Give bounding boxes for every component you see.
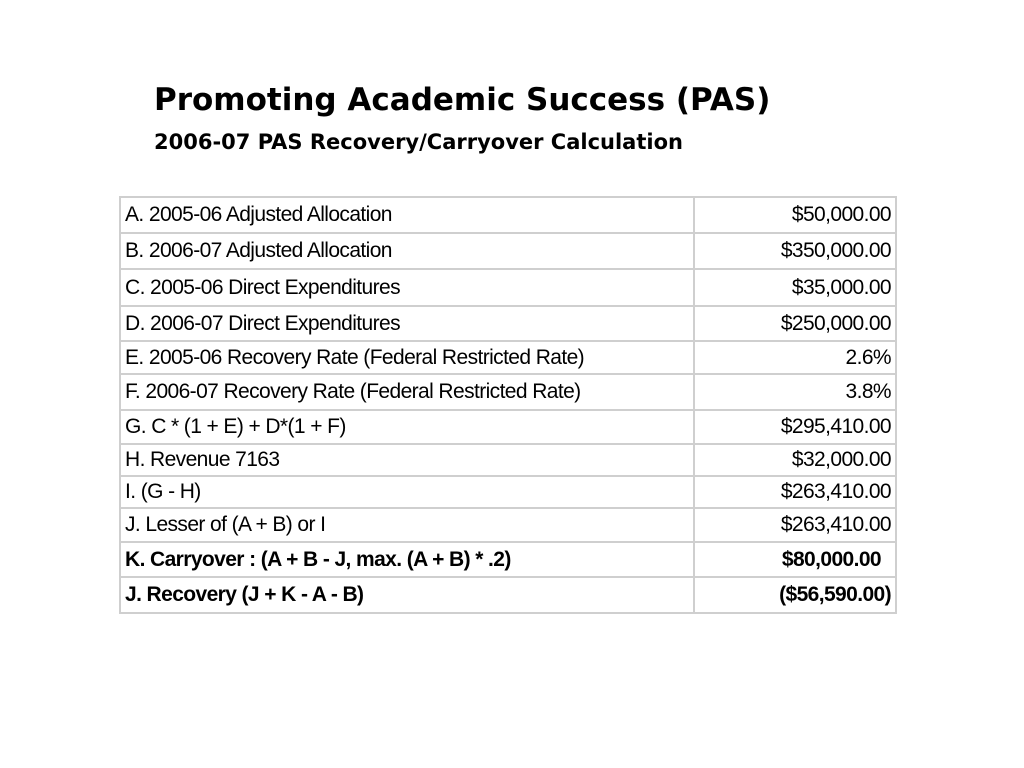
row-value: $35,000.00 <box>694 269 896 306</box>
row-label: H. Revenue 7163 <box>120 444 694 476</box>
row-label: D. 2006-07 Direct Expenditures <box>120 306 694 341</box>
row-value: $350,000.00 <box>694 233 896 269</box>
row-label: I. (G - H) <box>120 476 694 508</box>
row-label: B. 2006-07 Adjusted Allocation <box>120 233 694 269</box>
row-label: C. 2005-06 Direct Expenditures <box>120 269 694 306</box>
table-row <box>120 233 896 269</box>
row-label: K. Carryover : (A + B - J, max. (A + B) * .2) <box>120 542 694 577</box>
table-row <box>120 476 896 508</box>
table-row <box>120 341 896 374</box>
table-row <box>120 444 896 476</box>
row-label: G. C * (1 + E) + D*(1 + F) <box>120 410 694 444</box>
row-label: J. Lesser of (A + B) or I <box>120 508 694 542</box>
row-value: $32,000.00 <box>694 444 896 476</box>
table-row <box>120 508 896 542</box>
row-value: $80,000.00 <box>694 542 896 577</box>
row-value: $250,000.00 <box>694 306 896 341</box>
row-value: $50,000.00 <box>694 197 896 233</box>
table-row <box>120 197 896 233</box>
table-row <box>120 374 896 410</box>
table-row <box>120 577 896 613</box>
row-label: A. 2005-06 Adjusted Allocation <box>120 197 694 233</box>
calculation-table <box>119 196 897 614</box>
row-value: $263,410.00 <box>694 508 896 542</box>
row-value: $263,410.00 <box>694 476 896 508</box>
page-title: Promoting Academic Success (PAS) <box>154 82 771 118</box>
row-label: E. 2005-06 Recovery Rate (Federal Restricted Rate) <box>120 341 694 374</box>
table-row <box>120 269 896 306</box>
row-label: F. 2006-07 Recovery Rate (Federal Restricted Rate) <box>120 374 694 410</box>
row-value: ($56,590.00) <box>694 577 896 613</box>
table-row <box>120 410 896 444</box>
row-value: $295,410.00 <box>694 410 896 444</box>
page-subtitle: 2006-07 PAS Recovery/Carryover Calculation <box>154 130 683 154</box>
row-label: J. Recovery (J + K - A - B) <box>120 577 694 613</box>
row-value: 2.6% <box>694 341 896 374</box>
row-value: 3.8% <box>694 374 896 410</box>
table-row <box>120 306 896 341</box>
table-row <box>120 542 896 577</box>
